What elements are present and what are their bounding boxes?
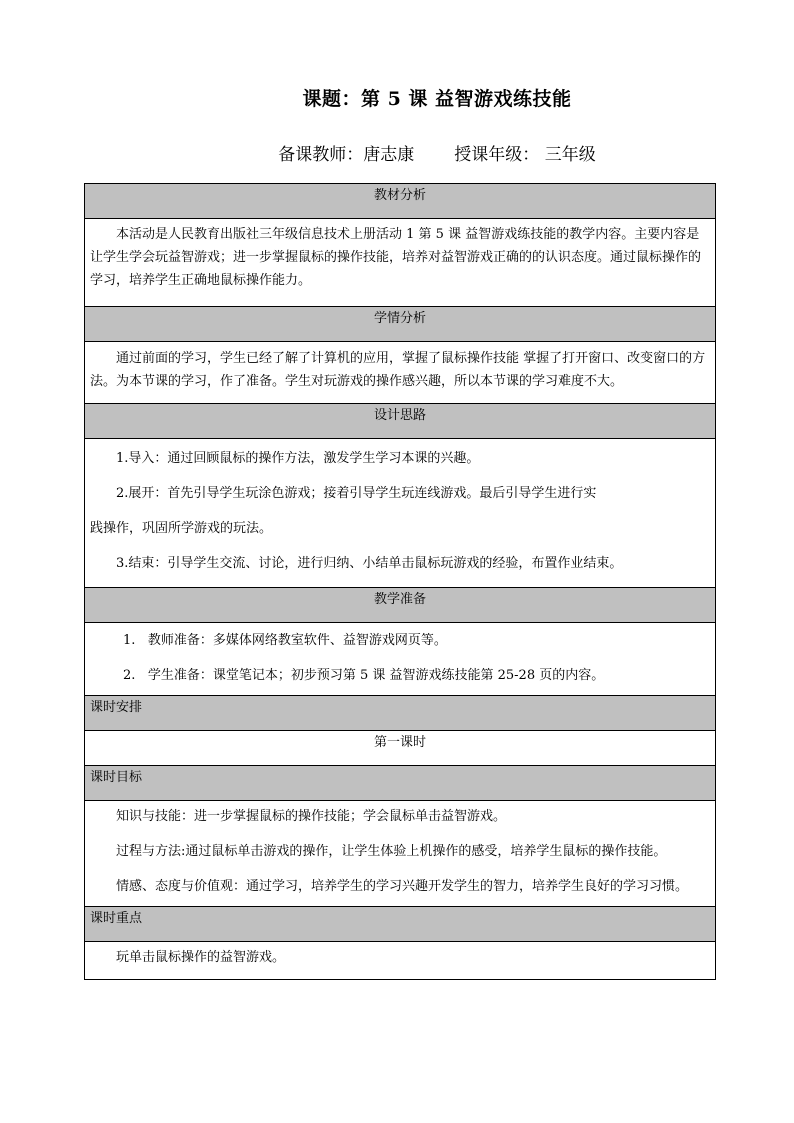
section-heading: 课时安排 [85,696,716,731]
grade-label: 授课年级： 三年级 [454,145,596,165]
design-item-1: 1.导入：通过回顾鼠标的操作方法，激发学生学习本课的兴趣。 [116,451,480,466]
material-text: 本活动是人民教育出版社三年级信息技术上册活动 1 第 5 课 益智游戏练技能的教学内容。主要内容是让学生学会玩益智游戏；进一步掌握鼠标的操作技能，培养对益智游戏正确的的认识态度。通过鼠标操作的学习，培养学生正确地鼠标操作能力。 [90,227,702,288]
prep-item-2-num: 2. [123,668,136,683]
section-heading: 学情分析 [85,307,716,342]
design-item-2a: 2.展开：首先引导学生玩涂色游戏；接着引导学生玩连线游戏。最后引导学生进行实 [116,486,597,501]
prep-item-1-num: 1. [123,633,136,648]
design-item-3: 3.结束：引导学生交流、讨论，进行归纳、小结单击鼠标玩游戏的经验，布置作业结束。 [116,556,623,571]
section-heading: 课时目标 [85,766,716,801]
section-header-design [85,404,716,439]
prep-item-2-text: 学生准备：课堂笔记本；初步预习第 5 课 益智游戏练技能第 25-28 页的内容。 [147,668,605,683]
section-header-focus [85,907,716,942]
design-item-2b: 践操作，巩固所学游戏的玩法。 [90,521,273,536]
lesson-count: 第一课时 [85,731,716,766]
section-heading: 教学准备 [85,588,716,623]
section-header-schedule [85,696,716,731]
goal-knowledge: 知识与技能：进一步掌握鼠标的操作技能；学会鼠标单击益智游戏。 [116,809,507,824]
section-body-design [85,439,716,588]
prep-item-1 [123,629,710,652]
section-header-prep [85,588,716,623]
section-header-material [85,184,716,219]
section-heading: 教材分析 [85,184,716,219]
section-body-focus [85,942,716,980]
section-body-prep [85,623,716,696]
students-text: 通过前面的学习，学生已经了解了计算机的应用，掌握了鼠标操作技能 掌握了打开窗口、改变窗口的方法。为本节课的学习，作了准备。学生对玩游戏的操作感兴趣，所以本节课的学习难度不大。 [90,351,706,389]
section-body-schedule [85,731,716,766]
section-heading: 课时重点 [85,907,716,942]
section-body-goals [85,801,716,907]
section-heading: 设计思路 [85,404,716,439]
page-title: 课题：第 5 课 益智游戏练技能 [302,88,572,110]
section-header-students [85,307,716,342]
section-body-material [85,219,716,307]
prep-item-2 [123,664,710,687]
goal-process: 过程与方法:通过鼠标单击游戏的操作，让学生体验上机操作的感受，培养学生鼠标的操作技能。 [116,844,667,859]
subtitle [0,140,794,165]
section-header-goals [85,766,716,801]
focus-text: 玩单击鼠标操作的益智游戏。 [116,950,286,965]
section-body-students [85,342,716,404]
lesson-plan-table [84,183,716,980]
goal-attitude: 情感、态度与价值观：通过学习，培养学生的学习兴趣开发学生的智力，培养学生良好的学习习惯。 [116,879,689,894]
teacher-label: 备课教师：唐志康 [278,145,415,165]
prep-item-1-text: 教师准备：多媒体网络教室软件、益智游戏网页等。 [147,633,447,648]
